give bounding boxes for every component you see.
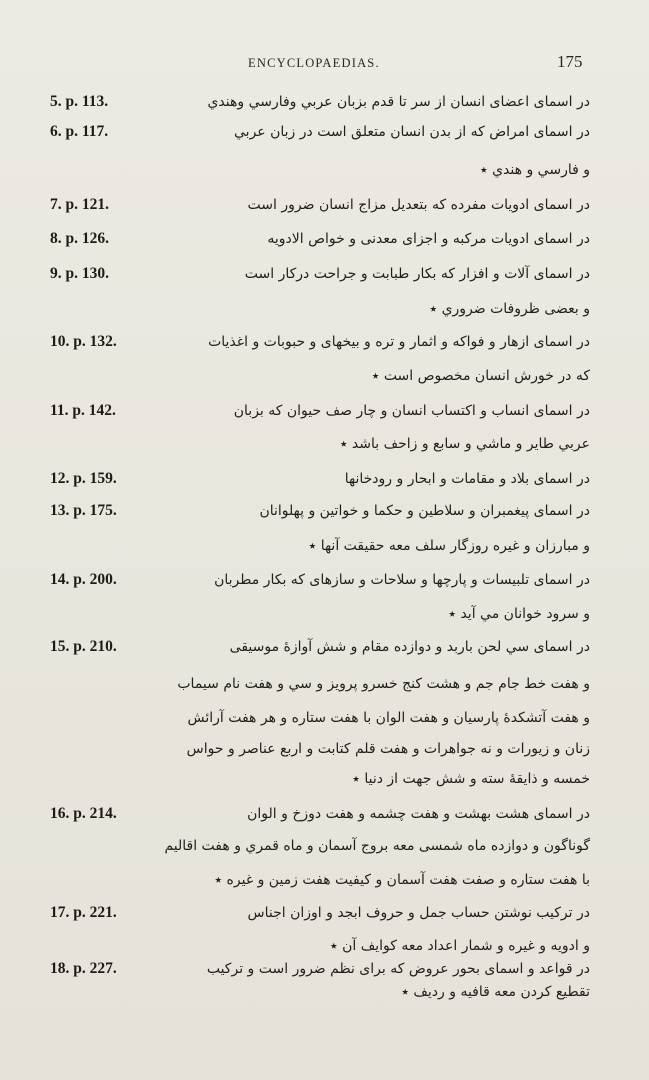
- text-line: [50, 566, 590, 594]
- persian-text: در اسمای انساب و اکتساب انسان و چار صف حیوان که بزبان: [233, 403, 590, 419]
- text-line: [50, 225, 590, 253]
- text-line: [50, 465, 590, 493]
- section-reference: 17. p. 221.: [50, 904, 117, 921]
- section-reference: 10. p. 132.: [50, 333, 117, 350]
- text-line: [50, 260, 590, 288]
- section-reference: 13. p. 175.: [50, 502, 117, 519]
- persian-text: و فارسي و هندي ٭: [480, 162, 590, 178]
- persian-text: عربي طایر و ماشي و سابع و زاحف باشد ٭: [339, 436, 590, 452]
- text-line: [50, 430, 590, 458]
- persian-text: در اسمای اعضای انسان از سر تا قدم بزبان عربي وفارسي وهندي: [207, 94, 590, 110]
- persian-text: در اسمای پیغمبران و سلاطین و حکما و خواتین و پهلوانان: [259, 503, 590, 519]
- persian-text: و هفت خط جام جم و هشت کنج خسرو پرویز و سي و هفت نام سیماب: [177, 676, 590, 692]
- text-line: [50, 978, 590, 1006]
- section-reference: 7. p. 121.: [50, 196, 109, 213]
- section-reference: 14. p. 200.: [50, 571, 117, 588]
- text-line: [50, 800, 590, 828]
- text-line: [50, 735, 590, 763]
- text-line: [50, 295, 590, 323]
- section-reference: 6. p. 117.: [50, 123, 109, 140]
- persian-text: تقطیع کردن معه قافیه و ردیف ٭: [401, 984, 590, 1000]
- persian-text: زنان و زیورات و نه جواهرات و هفت قلم کتابت و اربع عناصر و حواس: [186, 741, 590, 757]
- text-line: [50, 497, 590, 525]
- persian-text: در اسمای سي لحن باربد و دوازده مقام و شش آوازهٔ موسیقی: [229, 639, 590, 655]
- text-line: [50, 633, 590, 661]
- text-line: [50, 191, 590, 219]
- persian-text: و ادویه و غیره و شمار اعداد معه کوایف آن ٭: [330, 938, 590, 954]
- text-line: [50, 600, 590, 628]
- text-line: [50, 899, 590, 927]
- persian-text: در اسمای آلات و افزار که بکار طبابت و جراحت درکار است: [244, 266, 590, 282]
- persian-text: گوناگون و دوازده ماه شمسی معه بروج آسمان و ماه قمري و هفت اقالیم: [164, 838, 590, 854]
- section-reference: 16. p. 214.: [50, 805, 117, 822]
- section-reference: 9. p. 130.: [50, 265, 109, 282]
- running-title: ENCYCLOPAEDIAS.: [248, 56, 380, 70]
- persian-text: و مبارزان و غیره روزگار سلف معه حقیقت آنها ٭: [308, 538, 590, 554]
- persian-text: در اسمای ادویات مفرده که بتعدیل مزاج انسان ضرور است: [247, 197, 590, 213]
- text-line: [50, 832, 590, 860]
- text-line: [50, 328, 590, 356]
- text-line: [50, 88, 590, 116]
- persian-text: در اسمای تلبیسات و پارچها و سلاحات و سازهای که بکار مطربان: [214, 572, 590, 588]
- text-line: [50, 532, 590, 560]
- text-line: [50, 156, 590, 184]
- section-reference: 5. p. 113.: [50, 93, 109, 110]
- text-line: [50, 397, 590, 425]
- text-line: [50, 362, 590, 390]
- persian-text: خمسه و ذایقهٔ سته و شش جهت از دنیا ٭: [352, 771, 590, 787]
- persian-text: در اسمای بلاد و مقامات و ابحار و رودخانها: [344, 471, 590, 487]
- text-line: [50, 670, 590, 698]
- section-reference: 8. p. 126.: [50, 230, 109, 247]
- page-number: 175: [557, 52, 583, 71]
- persian-text: و هفت آتشکدهٔ پارسیان و هفت الوان با هفت ستاره و هر هفت آرائش: [187, 710, 590, 726]
- text-line: [50, 704, 590, 732]
- text-line: [50, 118, 590, 146]
- persian-text: در اسمای ادویات مرکبه و اجزای معدنی و خواص الادویه: [267, 231, 590, 247]
- persian-text: و سرود خوانان مي آید ٭: [448, 606, 590, 622]
- section-reference: 18. p. 227.: [50, 960, 117, 977]
- persian-text: در اسمای ازهار و فواکه و اثمار و تره و بیخهای و حبوبات و اغذیات: [208, 334, 590, 350]
- persian-text: در قواعد و اسمای بحور عروض که برای نظم ضرور است و ترکیب: [206, 961, 590, 977]
- text-line: [50, 866, 590, 894]
- persian-text: که در خورش انسان مخصوص است ٭: [371, 368, 590, 384]
- persian-text: در اسمای امراض که از بدن انسان متعلق است در زبان عربي: [234, 124, 590, 140]
- section-reference: 11. p. 142.: [50, 402, 116, 419]
- persian-text: با هفت ستاره و صفت هفت آسمان و کیفیت هفت زمین و غیره ٭: [214, 872, 590, 888]
- section-reference: 12. p. 159.: [50, 470, 117, 487]
- text-line: [50, 765, 590, 793]
- persian-text: در اسمای هشت بهشت و هفت چشمه و هفت دوزخ و الوان: [247, 806, 590, 822]
- persian-text: در ترکیب نوشتن حساب جمل و حروف ابجد و اوزان اجناس: [247, 905, 590, 921]
- section-reference: 15. p. 210.: [50, 638, 117, 655]
- persian-text: و بعضی ظروفات ضروري ٭: [429, 301, 590, 317]
